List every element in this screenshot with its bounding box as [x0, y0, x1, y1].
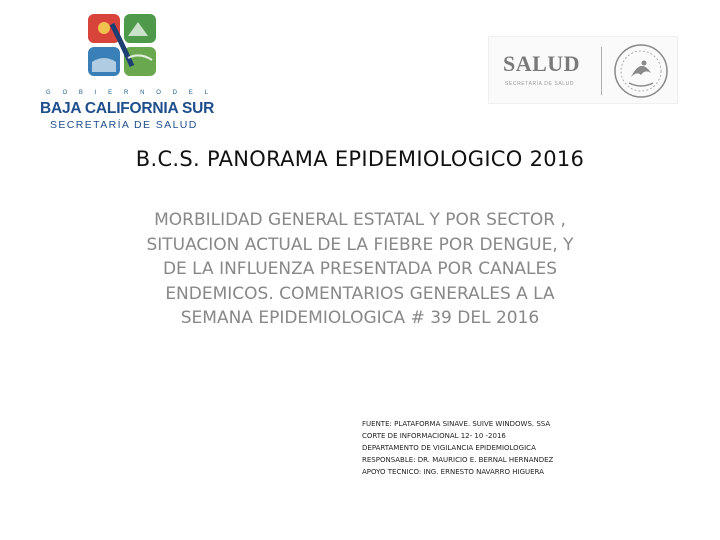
salud-subtitle: SECRETARÍA DE SALUD — [505, 81, 575, 87]
gob-letter: E — [188, 90, 193, 96]
mexican-eagle-seal-icon — [613, 43, 669, 99]
credit-cutoff-date: CORTE DE INFORMACIONAL 12- 10 -2016 — [362, 432, 506, 440]
gob-letter: N — [140, 90, 145, 96]
gob-letter: O — [156, 90, 161, 96]
subtitle — [90, 208, 630, 331]
credits-block — [362, 418, 622, 478]
bcs-government-logo — [36, 14, 216, 131]
credit-source: FUENTE: PLATAFORMA SINAVE. SUIVE WINDOWS. SSA — [362, 420, 551, 428]
subtitle-line: SEMANA EPIDEMIOLOGICA # 39 DEL 2016 — [180, 308, 540, 328]
secretaria-name: SECRETARÍA DE SALUD — [50, 119, 198, 131]
credit-tech-support: APOYO TECNICO: ING. ERNESTO NAVARRO HIGUERA — [362, 468, 544, 476]
gob-letter: G — [46, 90, 51, 96]
bcs-emblem-icon — [88, 14, 156, 76]
gob-letter: E — [108, 90, 113, 96]
gob-letter: I — [94, 90, 97, 96]
logo-divider — [601, 47, 602, 95]
subtitle-line: ENDEMICOS. COMENTARIOS GENERALES A LA — [165, 283, 555, 304]
gob-letter: O — [62, 90, 68, 96]
credit-responsible: RESPONSABLE: DR. MAURICIO E. BERNAL HERNANDEZ — [362, 456, 554, 464]
subtitle-line: SITUACION ACTUAL DE LA FIEBRE POR DENGUE, Y — [146, 234, 574, 255]
subtitle-line: DE LA INFLUENZA PRESENTADA POR CANALES — [162, 259, 558, 279]
gob-letter: R — [123, 90, 129, 96]
gob-letter: L — [204, 90, 208, 96]
page-title: B.C.S. PANORAMA EPIDEMIOLOGICO 2016 — [135, 147, 585, 171]
salud-wordmark: SALUD — [503, 51, 581, 76]
gob-letter: B — [78, 90, 83, 96]
gobierno-letters — [36, 90, 216, 96]
subtitle-line: MORBILIDAD GENERAL ESTATAL Y POR SECTOR , — [154, 210, 566, 230]
gob-letter: D — [172, 90, 177, 96]
state-name: BAJA CALIFORNIA SUR — [40, 100, 215, 117]
credit-department: DEPARTAMENTO DE VIGILANCIA EPIDEMIOLOGICA — [362, 444, 536, 452]
salud-logo — [488, 36, 678, 104]
